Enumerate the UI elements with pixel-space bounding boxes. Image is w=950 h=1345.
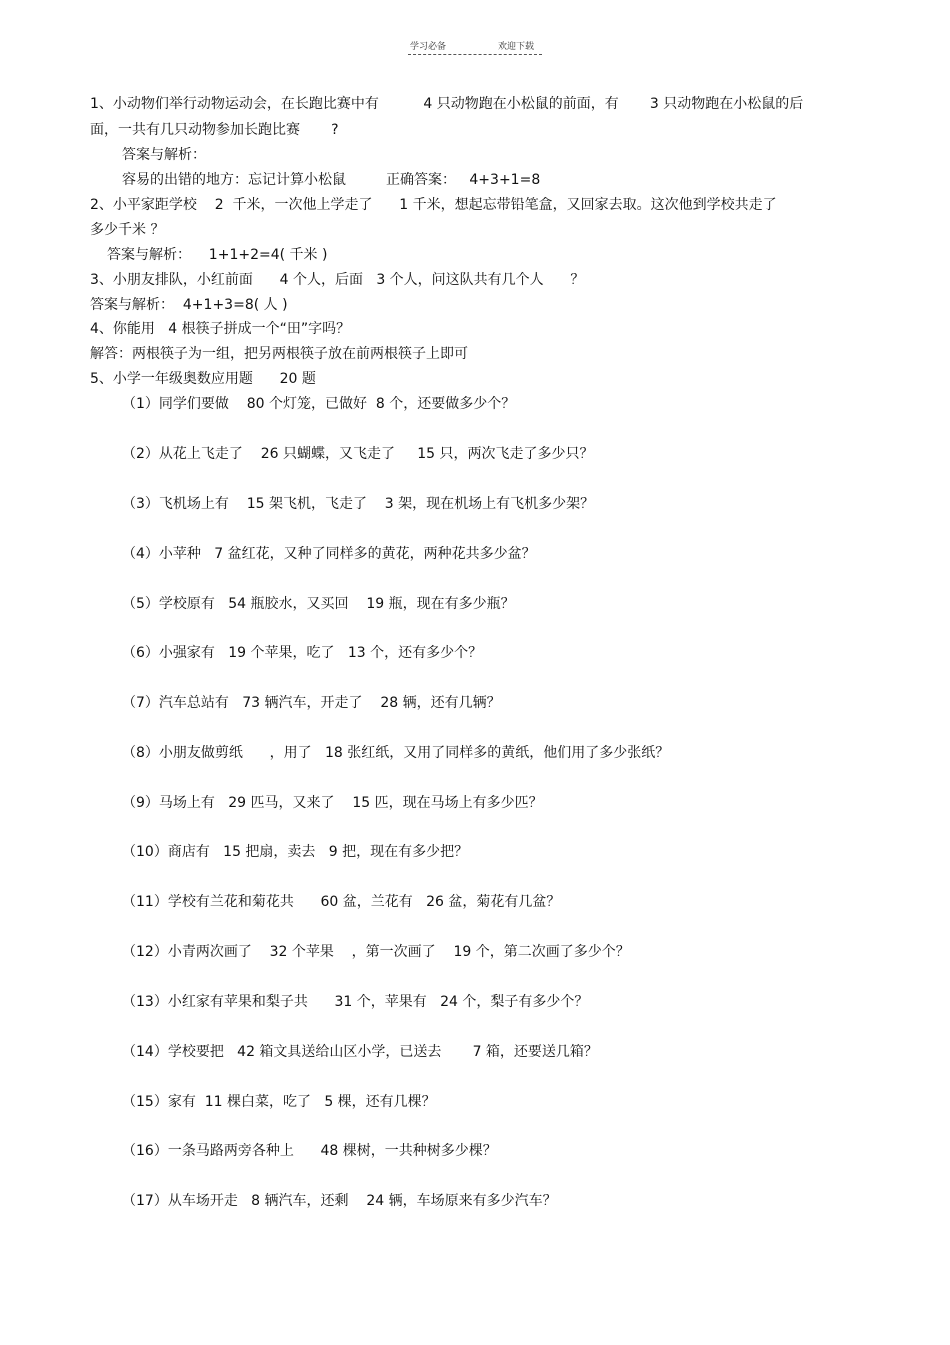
header-right-text: 欢迎下载: [498, 42, 535, 52]
q2-line2: 多少千米 ？: [90, 222, 165, 238]
header-left-text: 学习必备: [410, 42, 447, 52]
q3-line1: 3、小朋友排队，小红前面 4 个人，后面 3 个人，问这队共有几个人 ？: [90, 272, 585, 288]
list-item: （9）马场上有 29 匹马，又来了 15 匹，现在马场上有多少匹？: [122, 795, 543, 811]
list-item: （5）学校原有 54 瓶胶水，又买回 19 瓶，现在有多少瓶？: [122, 596, 515, 612]
list-item: （10）商店有 15 把扇，卖去 9 把，现在有多少把？: [122, 844, 469, 860]
page-header: [408, 39, 542, 59]
list-item: （3）飞机场上有 15 架飞机，飞走了 3 架，现在机场上有飞机多少架？: [122, 496, 595, 512]
list-item: （8）小朋友做剪纸 ，用了 18 张红纸，又用了同样多的黄纸，他们用了多少张纸？: [122, 745, 670, 761]
q1-answer-label: 答案与解析：: [122, 147, 206, 163]
q4-answer: 解答：两根筷子为一组，把另两根筷子放在前两根筷子上即可: [90, 346, 468, 362]
q3-answer: 答案与解析： 4+1+3=8( 人 ): [90, 297, 288, 313]
list-item: （4）小苹种 7 盆红花，又种了同样多的黄花，两种花共多少盆？: [122, 546, 536, 562]
q4-line1: 4、你能用 4 根筷子拼成一个“田”字吗？: [90, 321, 351, 337]
q5-title: 5、小学一年级奥数应用题 20 题: [90, 371, 316, 387]
list-item: （17）从车场开走 8 辆汽车，还剩 24 辆，车场原来有多少汽车？: [122, 1193, 557, 1209]
list-item: （14）学校要把 42 箱文具送给山区小学，已送去 7 箱，还要送几箱？: [122, 1044, 598, 1060]
header-divider: [408, 54, 542, 55]
list-item: （6）小强家有 19 个苹果，吃了 13 个，还有多少个？: [122, 645, 483, 661]
list-item: （11）学校有兰花和菊花共 60 盆，兰花有 26 盆，菊花有几盆？: [122, 894, 561, 910]
list-item: （15）家有 11 棵白菜，吃了 5 棵，还有几棵？: [122, 1094, 436, 1110]
list-item: （1）同学们要做 80 个灯笼，已做好 8 个，还要做多少个？: [122, 396, 516, 412]
list-item: （12）小青两次画了 32 个苹果 ，第一次画了 19 个，第二次画了多少个？: [122, 944, 630, 960]
q2-answer: 答案与解析： 1+1+2=4( 千米 ): [107, 247, 328, 263]
list-item: （13）小红家有苹果和梨子共 31 个，苹果有 24 个，梨子有多少个？: [122, 994, 589, 1010]
q1-line2: 面，一共有几只动物参加长跑比赛 ?: [90, 122, 339, 138]
q2-line1: 2、小平家距学校 2 千米，一次他上学走了 1 千米，想起忘带铅笔盒，又回家去取。这次他到学校共走了: [90, 197, 777, 213]
list-item: （2）从花上飞走了 26 只蝴蝶，又飞走了 15 只，两次飞走了多少只？: [122, 446, 594, 462]
list-item: （16）一条马路两旁各种上 48 棵树，一共种树多少棵？: [122, 1143, 497, 1159]
list-item: （7）汽车总站有 73 辆汽车，开走了 28 辆，还有几辆？: [122, 695, 501, 711]
q1-answer-detail: 容易的出错的地方：忘记计算小松鼠 正确答案： 4+3+1=8: [122, 172, 541, 188]
q1-line1: 1、小动物们举行动物运动会，在长跑比赛中有 4 只动物跑在小松鼠的前面，有 3 只动物跑在小松鼠的后: [90, 96, 804, 112]
